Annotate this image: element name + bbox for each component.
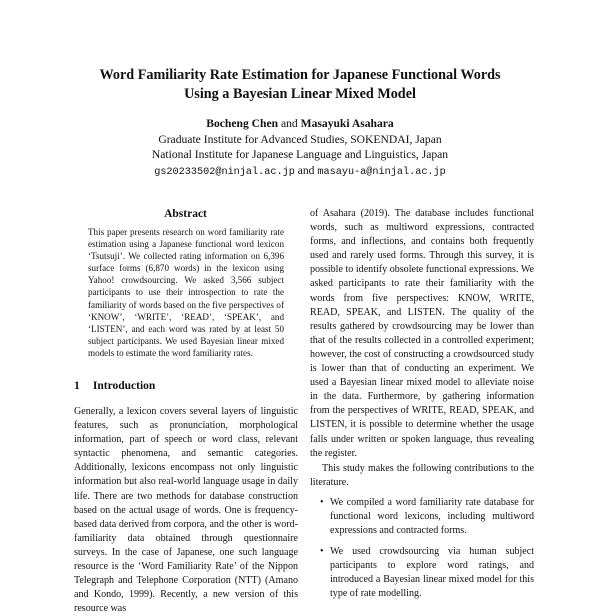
contribution-list (310, 496, 534, 602)
list-item (310, 545, 534, 601)
title-line-2: Using a Bayesian Linear Mixed Model (184, 86, 416, 102)
intro-paragraph-3: This study makes the following contributions to the literature. (310, 462, 534, 488)
affiliation-1: Graduate Institute for Advanced Studies, SOKENDAI, Japan (158, 132, 442, 146)
bullet-icon: • (320, 546, 324, 558)
email-2[interactable]: masayu-a@ninjal.ac.jp (317, 166, 446, 178)
abstract-heading: Abstract (164, 208, 207, 220)
author-block (40, 116, 560, 180)
author-2: Masayuki Asahara (300, 117, 394, 130)
author-names (40, 116, 560, 132)
list-item-text: We used crowdsourcing via human subject participants to explore word ratings, and introduced a Bayesian linear mixed model for this type of rate modelling. (330, 546, 534, 600)
bullet-icon: • (320, 496, 324, 508)
list-item-text: We compiled a word familiarity rate database for functional word lexicons, including multiword expressions and contracted forms. (330, 496, 534, 537)
title-line-1: Word Familiarity Rate Estimation for Japanese Functional Words (99, 67, 501, 83)
paper-title (40, 66, 560, 104)
abstract-text: This paper presents research on word familiarity rate estimation using a Japanese functional word lexicon ‘Tsutsuji’. We collected rating information on 6,396 surface forms (6,870 words) in the lexicon using Yahoo! crowdsourcing. We asked 3,566 subject participants to use their introspection to rate the familiarity of words based on the five perspectives of ‘KNOW’, ‘WRITE’, ‘READ’, ‘SPEAK’, and ‘LISTEN’, and each word was rated by at least 50 subject participants. We used Bayesian linear mixed models to estimate the word familiarity rates. (88, 227, 284, 358)
right-column-body (310, 207, 534, 609)
left-column-body (74, 405, 298, 616)
section-heading (74, 380, 155, 392)
email-separator: and (297, 163, 315, 177)
emails (40, 163, 560, 181)
list-item (310, 496, 534, 538)
intro-paragraph-1: Generally, a lexicon covers several layers of linguistic features, such as pronunciation, morphological information, part of speech or word class, relevant syntactic phenomena, and semantic categories. Additionally, lexicons encompass not only linguistic information but also real-world language usage in daily life. There are two methods for database construction based on the actual usage of words. One is frequency-based data derived from corpora, and the other is word-familiarity data obtained through questionnaire surveys. In the case of Japanese, one such language resource is the ‘Word Familiarity Rate’ of the Nippon Telegraph and Telephone Corporation (NTT) (Amano and Kondo, 1999). Recently, a new version of this resource was (74, 406, 298, 615)
section-title: Introduction (92, 380, 156, 392)
affiliation-2: National Institute for Japanese Language and Linguistics, Japan (151, 148, 449, 161)
author-separator: and (280, 117, 298, 130)
author-1: Bocheng Chen (206, 117, 279, 130)
section-number: 1 (74, 380, 80, 392)
email-1[interactable]: gs20233502@ninjal.ac.jp (154, 166, 295, 178)
intro-paragraph-2: of Asahara (2019). The database includes functional words, such as multiword expressions, contracted forms, and inflections, and contains both frequently used and rarely used forms. Through this survey, it is possible to identify obsolete functional expressions. We asked participants to rate their familiarity with the words from five perspectives: KNOW, WRITE, READ, SPEAK, and LISTEN. The quality of the results gathered by crowdsourcing may be lower than that of the results collected in a controlled experiment; however, the cost of constructing a crowdsourced study is lower than that of conducting an experiment. We used a Bayesian linear mixed model to alleviate noise in the data. Furthermore, by gathering information from the perspectives of WRITE, READ, SPEAK, and LISTEN, it is possible to determine whether the usage falls under written or spoken language, thus revealing the register. (310, 208, 534, 459)
